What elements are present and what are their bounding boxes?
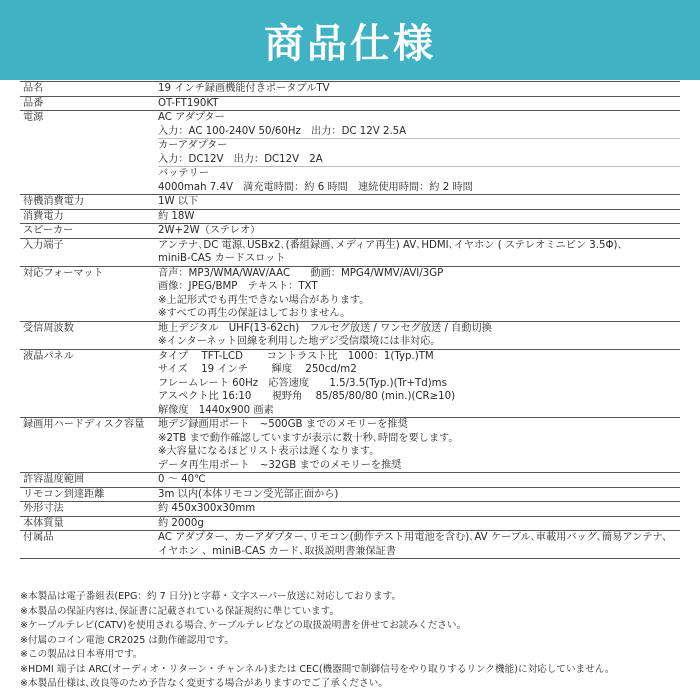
spec-value	[155, 195, 680, 210]
spec-value-line: AC アダプター、カーアダプター､リモコン(動作テスト用電池を含む)､AV ケーブル､車載用バッグ､簡易アンテナ、	[158, 532, 673, 543]
spec-row	[20, 349, 680, 418]
spec-value-line: 解像度 1440x900 画素	[158, 404, 274, 416]
spec-value-line: アスペクト比 16:10 視野角 85/85/80/80 (min.)(CR≥10)	[158, 391, 456, 402]
spec-label: 品名	[20, 82, 155, 97]
spec-value-line: 4000mah 7.4V 満充電時間：約 6 時間 連続使用時間：約 2 時間	[158, 181, 473, 193]
spec-value-line: ※すべての再生の保証はしておりません。	[158, 308, 351, 319]
spec-row	[20, 266, 680, 321]
spec-value-line: アンテナ､DC 電源､USBx2､(番組録画､メディア再生) AV､HDMI､イヤホン ( ステレオミニピン 3.5Φ)、	[158, 239, 628, 251]
note-line: ※本製品の保証内容は､保証書に記載されている保証規約に準じています。	[20, 605, 340, 617]
spec-row	[20, 418, 680, 473]
spec-value-line: カーアダプター	[158, 138, 680, 153]
spec-value-line: 約 450x300x30mm	[158, 503, 256, 514]
title-banner	[0, 0, 700, 80]
spec-value	[155, 238, 680, 266]
spec-value-line: 2W+2W（ステレオ）	[158, 225, 261, 236]
spec-row	[20, 82, 680, 97]
spec-label: 録画用ハードディスク容量	[20, 418, 155, 473]
spec-value-line: 約 2000g	[158, 517, 204, 529]
spec-row	[20, 96, 680, 111]
spec-value-line: 3m 以内(本体リモコン受光部正面から)	[158, 488, 339, 500]
spec-label: 受信周波数	[20, 321, 155, 349]
spec-value	[155, 224, 680, 239]
spec-label: 液晶パネル	[20, 349, 155, 418]
spec-value-line: 0 ～ 40℃	[158, 474, 206, 485]
spec-value-line: miniB-CAS カードスロット	[158, 253, 286, 264]
page-title: 商品仕様	[264, 20, 436, 67]
spec-label: 消費電力	[20, 209, 155, 224]
spec-value	[155, 516, 680, 531]
spec-row	[20, 224, 680, 239]
spec-label: 許容温度範囲	[20, 473, 155, 488]
spec-value-line: 入力：DC12V 出力：DC12V 2A	[158, 153, 323, 165]
spec-row	[20, 238, 680, 266]
spec-label: スピーカー	[20, 224, 155, 239]
spec-value	[155, 531, 680, 559]
spec-value	[155, 487, 680, 502]
spec-row	[20, 516, 680, 531]
spec-value-line: ※インターネット回線を利用した地デジ受信環境には非対応。	[158, 336, 441, 347]
note-line: ※本製品仕様は､改良等のため予告なく変更する場合がありますのでご了承ください。	[20, 678, 388, 689]
spec-label: 外形寸法	[20, 502, 155, 517]
spec-value-line: AC アダプター	[158, 112, 225, 123]
spec-row	[20, 502, 680, 517]
spec-label: 対応フォーマット	[20, 266, 155, 321]
spec-row	[20, 473, 680, 488]
spec-value-line: 地デジ録画用ポート ~500GB までのメモリーを推奨	[158, 419, 408, 430]
notes-section	[20, 590, 690, 692]
spec-row	[20, 531, 680, 559]
spec-value	[155, 473, 680, 488]
spec-value	[155, 82, 680, 97]
spec-value	[155, 418, 680, 473]
spec-value-line: 地上デジタル UHF(13-62ch) フルセグ放送 / ワンセグ放送 / 自動切換	[158, 322, 492, 334]
spec-value	[155, 349, 680, 418]
note-line: ※ケーブルテレビ(CATV)を使用される場合､ケーブルテレビなどの取扱説明書を併せてお読みください。	[20, 620, 467, 631]
spec-value	[155, 96, 680, 111]
spec-value-line: 1W 以下	[158, 196, 199, 207]
spec-value-line: 画像：JPEG/BMP テキスト：TXT	[158, 281, 318, 292]
spec-value-line: ※大容量になるほどリスト表示は遅くなります。	[158, 446, 380, 457]
spec-label: 電源	[20, 111, 155, 195]
spec-row	[20, 111, 680, 195]
spec-value-line: イヤホン 、miniB-CAS カード､取扱説明書兼保証書	[158, 545, 397, 557]
spec-value	[155, 321, 680, 349]
spec-value-line: 音声：MP3/WMA/WAV/AAC 動画：MPG4/WMV/AVI/3GP	[158, 267, 444, 279]
spec-value-line: ※上記形式でも再生できない場合があります。	[158, 294, 370, 306]
spec-value-line: サイズ 19 インチ 輝度 250cd/m2	[158, 364, 357, 375]
spec-row	[20, 487, 680, 502]
spec-row	[20, 321, 680, 349]
spec-row	[20, 209, 680, 224]
spec-value-line: バッテリー	[158, 166, 680, 181]
spec-label: 本体質量	[20, 516, 155, 531]
spec-value-line: 入力：AC 100-240V 50/60Hz 出力：DC 12V 2.5A	[158, 125, 407, 137]
spec-value	[155, 502, 680, 517]
spec-value-line: データ再生用ポート ~32GB までのメモリーを推奨	[158, 459, 402, 471]
spec-value-line: 約 18W	[158, 210, 195, 222]
spec-value	[155, 111, 680, 195]
spec-value	[155, 209, 680, 224]
spec-value-line: 19 インチ録画機能付きポータブルTV	[158, 83, 330, 94]
spec-label: 付属品	[20, 531, 155, 559]
spec-value	[155, 266, 680, 321]
note-line: ※この製品は日本専用です。	[20, 649, 143, 660]
spec-label: 待機消費電力	[20, 195, 155, 210]
spec-value-line: フレームレート 60Hz 応答速度 1.5/3.5(Typ.)(Tr+Td)ms	[158, 377, 447, 389]
note-line: ※HDMI 端子は ARC(オーディオ・リターン・チャンネル)または CEC(機器間で制御信号をやり取りするリンク機能)に対応していません。	[20, 663, 615, 675]
spec-value-line: タイプ TFT-LCD コントラスト比 1000：1(Typ.)TM	[158, 350, 434, 362]
spec-label: 品番	[20, 96, 155, 111]
spec-value-line: ※2TB まで動作確認していますが表示に数十秒､時間を要します。	[158, 432, 459, 444]
spec-table	[20, 81, 680, 559]
spec-value-line: OT-FT190KT	[158, 97, 219, 109]
spec-row	[20, 195, 680, 210]
spec-label: 入力端子	[20, 238, 155, 266]
spec-label: リモコン到達距離	[20, 487, 155, 502]
note-line: ※本製品は電子番組表(EPG：約 7 日分)と字幕・文字スーパー放送に対応しております。	[20, 591, 402, 602]
note-line: ※付属のコイン電池 CR2025 は動作確認用です。	[20, 634, 234, 646]
